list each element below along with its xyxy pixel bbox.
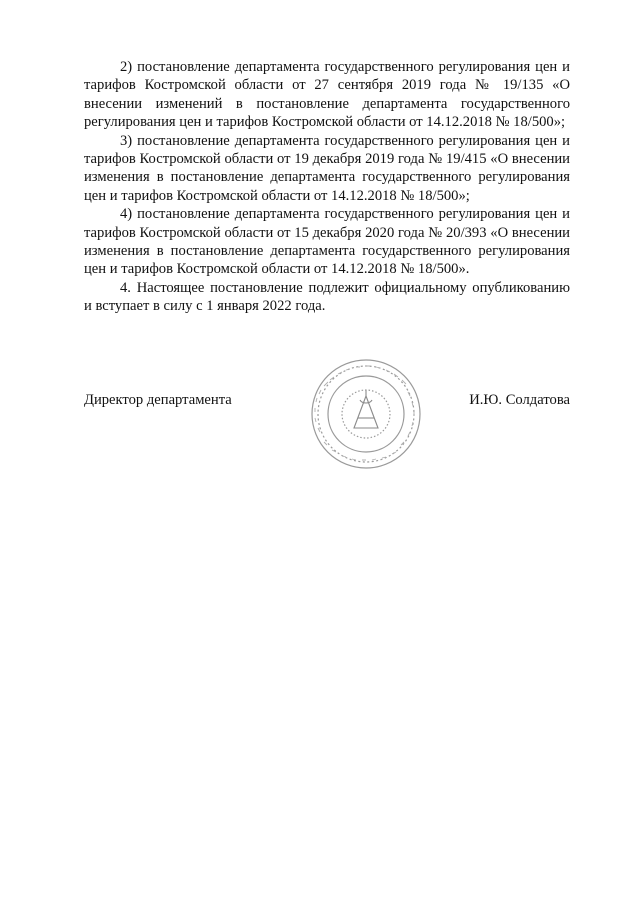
paragraph-item-2: 2) постановление департамента государственного регулирования цен и тарифов Костромской области от 27 сентября 2019 года № 19/135 «О внесении изменений в постановление департамента государственного регулирования цен и тарифов Костромской области от 14.12.2018 № 18/500»;: [84, 59, 570, 131]
official-seal-stamp: [296, 356, 436, 472]
signatory-title: Директор департамента: [84, 392, 232, 408]
paragraph-item-3: 3) постановление департамента государственного регулирования цен и тарифов Костромской области от 19 декабря 2019 года № 19/415 «О внесении изменения в постановление департамента государственного регулирования цен и тарифов Костромской области от 14.12.2018 № 18/500»;: [84, 132, 570, 204]
signatory-name: И.Ю. Солдатова: [469, 392, 570, 408]
seal-graphic: [296, 356, 436, 472]
paragraph-clause-4: 4. Настоящее постановление подлежит официальному опубликованию и вступает в силу с 1 января 2022 года.: [84, 279, 570, 315]
document-body: [84, 58, 570, 316]
seal-text-ring: [318, 366, 414, 462]
seal-emblem: [354, 390, 378, 428]
seal-inner-ring: [328, 376, 404, 452]
paragraph-item-4: 4) постановление департамента государственного регулирования цен и тарифов Костромской области от 15 декабря 2020 года № 20/393 «О внесении изменения в постановление департамента государственного регулирования цен и тарифов Костромской области от 14.12.2018 № 18/500».: [84, 206, 570, 278]
